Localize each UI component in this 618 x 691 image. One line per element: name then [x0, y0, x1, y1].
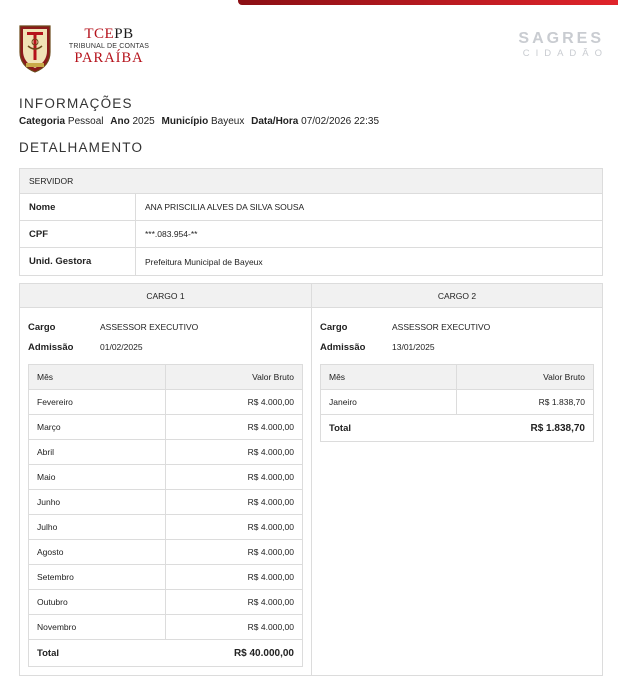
- top-accent-bar: [238, 0, 618, 5]
- valor-cell: R$ 1.838,70: [538, 397, 585, 407]
- valor-cell: R$ 4.000,00: [247, 572, 294, 582]
- admissao-value: 13/01/2025: [392, 342, 435, 352]
- ano-label: Ano: [110, 116, 130, 127]
- col-mes-header: Mês: [321, 365, 457, 389]
- categoria-value: Pessoal: [67, 116, 104, 127]
- table-row: [29, 440, 302, 465]
- mes-cell: Janeiro: [321, 390, 457, 414]
- col-mes-header: Mês: [29, 365, 166, 389]
- valor-cell: R$ 4.000,00: [247, 447, 294, 457]
- table-row: [321, 390, 593, 415]
- tce-brand: [64, 26, 154, 65]
- total-label: Total: [329, 422, 351, 434]
- admissao-label: Admissão: [28, 341, 74, 353]
- mes-cell: Maio: [29, 465, 166, 489]
- valor-cell: R$ 4.000,00: [247, 397, 294, 407]
- valores-table: [320, 364, 594, 442]
- cargo-header: CARGO 2: [312, 284, 602, 308]
- brand-subtitle: TRIBUNAL DE CONTAS: [68, 43, 150, 50]
- page-header: [18, 20, 608, 76]
- table-row: [29, 615, 302, 640]
- brand-suffix: PB: [114, 26, 134, 42]
- mes-cell: Março: [29, 415, 166, 439]
- categoria-label: Categoria: [19, 116, 66, 127]
- municipio-label: Município: [161, 116, 209, 127]
- mes-cell: Novembro: [29, 615, 166, 639]
- table-header-row: [29, 365, 302, 390]
- valor-cell: R$ 4.000,00: [247, 597, 294, 607]
- cargo-label: Cargo: [28, 321, 56, 333]
- valor-cell: R$ 4.000,00: [247, 472, 294, 482]
- total-value: R$ 1.838,70: [530, 422, 585, 434]
- cargo-meta: [312, 308, 602, 357]
- detalhamento-title: DETALHAMENTO: [19, 140, 144, 155]
- datahora-value: 07/02/2026 22:35: [301, 116, 380, 127]
- servidor-header: SERVIDOR: [20, 169, 602, 194]
- cargo-row: [28, 317, 303, 337]
- cpf-label: CPF: [20, 221, 136, 247]
- servidor-table: [19, 168, 603, 276]
- sagres-subtitle: CIDADÃO: [522, 48, 608, 59]
- ano-value: 2025: [132, 116, 155, 127]
- valores-table: [28, 364, 303, 667]
- mes-cell: Abril: [29, 440, 166, 464]
- table-row: [29, 465, 302, 490]
- nome-value: ANA PRISCILIA ALVES DA SILVA SOUSA: [145, 202, 305, 212]
- servidor-row-nome: [20, 194, 602, 221]
- mes-cell: Outubro: [29, 590, 166, 614]
- table-row: [29, 565, 302, 590]
- tce-crest-icon: [18, 22, 52, 74]
- mes-cell: Setembro: [29, 565, 166, 589]
- table-row: [29, 515, 302, 540]
- datahora-label: Data/Hora: [251, 116, 299, 127]
- sagres-title: SAGRES: [518, 30, 604, 47]
- cargo-2-column: [311, 284, 602, 675]
- cargo-row: [320, 317, 594, 337]
- table-row: [29, 490, 302, 515]
- table-row: [29, 390, 302, 415]
- table-header-row: [321, 365, 593, 390]
- nome-label: Nome: [20, 194, 136, 220]
- total-label: Total: [37, 647, 59, 659]
- cargo-1-column: [20, 284, 311, 675]
- valor-cell: R$ 4.000,00: [247, 547, 294, 557]
- servidor-row-unidade: [20, 248, 602, 275]
- cpf-value: ***.083.954-**: [145, 229, 198, 239]
- cargo-meta: [20, 308, 311, 357]
- table-row: [29, 415, 302, 440]
- col-valor-header: Valor Bruto: [543, 372, 585, 382]
- mes-cell: Junho: [29, 490, 166, 514]
- cargo-value: ASSESSOR EXECUTIVO: [100, 322, 199, 332]
- valor-cell: R$ 4.000,00: [247, 522, 294, 532]
- admissao-row: [320, 337, 594, 357]
- informacoes-title: INFORMAÇÕES: [19, 96, 133, 111]
- admissao-label: Admissão: [320, 341, 366, 353]
- info-line: [19, 116, 383, 127]
- mes-cell: Agosto: [29, 540, 166, 564]
- brand-state: PARAÍBA: [74, 50, 144, 66]
- servidor-row-cpf: [20, 221, 602, 248]
- admissao-row: [28, 337, 303, 357]
- valor-cell: R$ 4.000,00: [247, 497, 294, 507]
- brand-prefix: TCE: [84, 26, 115, 42]
- table-row: [29, 540, 302, 565]
- cargo-label: Cargo: [320, 321, 348, 333]
- cargo-header: CARGO 1: [20, 284, 311, 308]
- mes-cell: Julho: [29, 515, 166, 539]
- valor-cell: R$ 4.000,00: [247, 622, 294, 632]
- cargo-value: ASSESSOR EXECUTIVO: [392, 322, 491, 332]
- unidade-value: Prefeitura Municipal de Bayeux: [145, 256, 263, 267]
- table-row: [29, 590, 302, 615]
- cargos-panel: [19, 283, 603, 676]
- total-row: [29, 640, 302, 666]
- mes-cell: Fevereiro: [29, 390, 166, 414]
- valor-cell: R$ 4.000,00: [247, 422, 294, 432]
- total-value: R$ 40.000,00: [233, 647, 294, 659]
- admissao-value: 01/02/2025: [100, 342, 143, 352]
- unidade-label: Unid. Gestora: [20, 248, 136, 275]
- municipio-value: Bayeux: [210, 116, 245, 127]
- sagres-logo: [518, 30, 608, 60]
- brand-title: [64, 26, 154, 42]
- col-valor-header: Valor Bruto: [252, 372, 294, 382]
- total-row: [321, 415, 593, 441]
